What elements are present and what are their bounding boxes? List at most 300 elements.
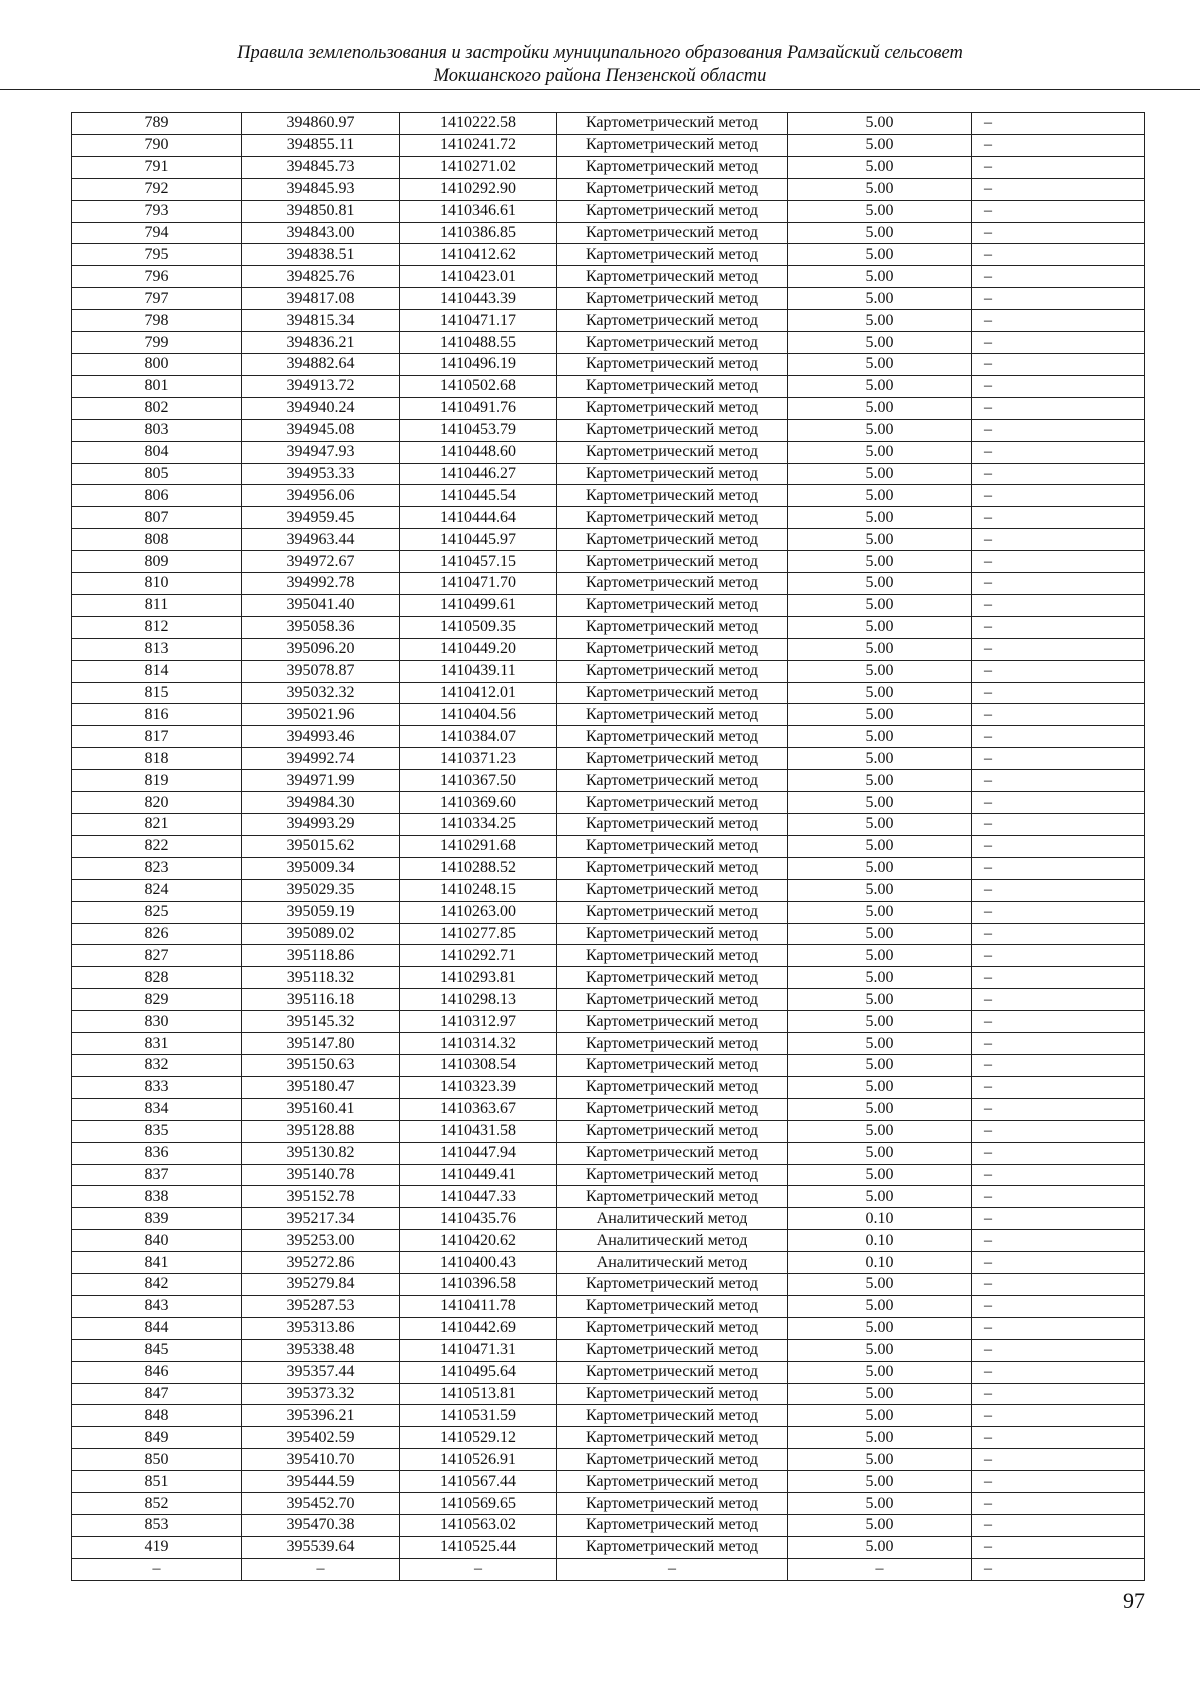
cell-accuracy: 5.00 <box>788 573 972 595</box>
cell-description: – <box>972 1186 1145 1208</box>
cell-x-coordinate: 395021.96 <box>242 704 400 726</box>
cell-point-number: 800 <box>72 353 242 375</box>
cell-point-number: 830 <box>72 1011 242 1033</box>
cell-method: Картометрический метод <box>557 134 788 156</box>
table-row <box>72 792 1145 814</box>
cell-description: – <box>972 222 1145 244</box>
cell-x-coordinate: 394993.29 <box>242 814 400 836</box>
cell-x-coordinate: 395160.41 <box>242 1098 400 1120</box>
cell-point-number: 829 <box>72 989 242 1011</box>
cell-x-coordinate: 395396.21 <box>242 1405 400 1427</box>
cell-x-coordinate: 394836.21 <box>242 332 400 354</box>
cell-method: Картометрический метод <box>557 419 788 441</box>
cell-accuracy: 5.00 <box>788 397 972 419</box>
cell-method: Картометрический метод <box>557 901 788 923</box>
cell-description: – <box>972 1033 1145 1055</box>
table-row <box>72 178 1145 200</box>
cell-y-coordinate: 1410531.59 <box>400 1405 557 1427</box>
cell-point-number: 795 <box>72 244 242 266</box>
cell-method: Картометрический метод <box>557 1471 788 1493</box>
cell-accuracy: 5.00 <box>788 1033 972 1055</box>
cell-accuracy: 5.00 <box>788 704 972 726</box>
cell-x-coordinate: 395116.18 <box>242 989 400 1011</box>
table-row <box>72 397 1145 419</box>
cell-description: – <box>972 485 1145 507</box>
cell-description: – <box>972 770 1145 792</box>
cell-description: – <box>972 134 1145 156</box>
cell-method: Картометрический метод <box>557 178 788 200</box>
cell-description: – <box>972 1383 1145 1405</box>
cell-accuracy: 0.10 <box>788 1252 972 1274</box>
cell-accuracy: 5.00 <box>788 332 972 354</box>
table-row <box>72 507 1145 529</box>
cell-y-coordinate: 1410384.07 <box>400 726 557 748</box>
cell-description: – <box>972 244 1145 266</box>
cell-x-coordinate: 394993.46 <box>242 726 400 748</box>
cell-accuracy: 5.00 <box>788 748 972 770</box>
cell-x-coordinate: 395128.88 <box>242 1120 400 1142</box>
cell-point-number: 419 <box>72 1536 242 1558</box>
cell-method: Картометрический метод <box>557 200 788 222</box>
cell-accuracy: 5.00 <box>788 879 972 901</box>
cell-y-coordinate: 1410292.90 <box>400 178 557 200</box>
cell-x-coordinate: 395180.47 <box>242 1076 400 1098</box>
cell-description: – <box>972 989 1145 1011</box>
cell-point-number: 849 <box>72 1427 242 1449</box>
cell-accuracy: 5.00 <box>788 923 972 945</box>
cell-x-coordinate: 395015.62 <box>242 835 400 857</box>
table-row <box>72 1230 1145 1252</box>
table-row <box>72 353 1145 375</box>
cell-accuracy: 5.00 <box>788 1427 972 1449</box>
cell-description: – <box>972 353 1145 375</box>
cell-point-number: 794 <box>72 222 242 244</box>
cell-description: – <box>972 200 1145 222</box>
cell-y-coordinate: 1410529.12 <box>400 1427 557 1449</box>
cell-method: Картометрический метод <box>557 704 788 726</box>
cell-description: – <box>972 901 1145 923</box>
cell-point-number: 833 <box>72 1076 242 1098</box>
cell-point-number: 810 <box>72 573 242 595</box>
cell-x-coordinate: 395402.59 <box>242 1427 400 1449</box>
cell-description: – <box>972 726 1145 748</box>
cell-y-coordinate: 1410412.01 <box>400 682 557 704</box>
cell-accuracy: 5.00 <box>788 113 972 135</box>
cell-point-number: 820 <box>72 792 242 814</box>
cell-description: – <box>972 1142 1145 1164</box>
cell-method: Картометрический метод <box>557 1536 788 1558</box>
cell-accuracy: 5.00 <box>788 178 972 200</box>
cell-accuracy: 5.00 <box>788 901 972 923</box>
cell-point-number: 850 <box>72 1449 242 1471</box>
cell-point-number: 799 <box>72 332 242 354</box>
cell-x-coordinate: 394972.67 <box>242 551 400 573</box>
cell-method: Картометрический метод <box>557 1186 788 1208</box>
cell-method: Картометрический метод <box>557 1383 788 1405</box>
cell-point-number: 841 <box>72 1252 242 1274</box>
table-row <box>72 288 1145 310</box>
cell-description: – <box>972 923 1145 945</box>
cell-description: – <box>972 945 1145 967</box>
cell-y-coordinate: 1410499.61 <box>400 594 557 616</box>
table-row <box>72 857 1145 879</box>
cell-description: – <box>972 419 1145 441</box>
table-row <box>72 1252 1145 1274</box>
cell-method: Картометрический метод <box>557 770 788 792</box>
coordinates-table <box>71 112 1145 1581</box>
table-row <box>72 967 1145 989</box>
document-header <box>0 42 1200 88</box>
cell-description: – <box>972 1208 1145 1230</box>
cell-method: Картометрический метод <box>557 1361 788 1383</box>
cell-y-coordinate: 1410488.55 <box>400 332 557 354</box>
cell-accuracy: 5.00 <box>788 1493 972 1515</box>
cell-description: – <box>972 1493 1145 1515</box>
cell-description: – <box>972 1120 1145 1142</box>
cell-description: – <box>972 1449 1145 1471</box>
cell-x-coordinate: 394843.00 <box>242 222 400 244</box>
cell-method: Картометрический метод <box>557 1317 788 1339</box>
cell-x-coordinate: 394860.97 <box>242 113 400 135</box>
cell-description: – <box>972 1274 1145 1296</box>
cell-accuracy: 5.00 <box>788 1011 972 1033</box>
table-row <box>72 1164 1145 1186</box>
cell-description: – <box>972 792 1145 814</box>
cell-x-coordinate: 395410.70 <box>242 1449 400 1471</box>
table-row <box>72 529 1145 551</box>
table-row <box>72 1011 1145 1033</box>
cell-x-coordinate: 394959.45 <box>242 507 400 529</box>
cell-point-number: 793 <box>72 200 242 222</box>
cell-description: – <box>972 573 1145 595</box>
cell-accuracy: 5.00 <box>788 288 972 310</box>
cell-method: Картометрический метод <box>557 726 788 748</box>
table-row <box>72 1120 1145 1142</box>
header-divider <box>0 89 1200 90</box>
cell-y-coordinate: 1410491.76 <box>400 397 557 419</box>
cell-accuracy: 5.00 <box>788 200 972 222</box>
cell-method: Картометрический метод <box>557 113 788 135</box>
cell-method: Картометрический метод <box>557 1295 788 1317</box>
cell-method: Картометрический метод <box>557 989 788 1011</box>
cell-description: – <box>972 375 1145 397</box>
cell-point-number: 808 <box>72 529 242 551</box>
table-row <box>72 1515 1145 1537</box>
cell-x-coordinate: 395217.34 <box>242 1208 400 1230</box>
cell-description: – <box>972 529 1145 551</box>
cell-description: – <box>972 616 1145 638</box>
cell-y-coordinate: 1410495.64 <box>400 1361 557 1383</box>
cell-y-coordinate: 1410312.97 <box>400 1011 557 1033</box>
cell-accuracy: 5.00 <box>788 814 972 836</box>
cell-x-coordinate: 395032.32 <box>242 682 400 704</box>
cell-point-number: 805 <box>72 463 242 485</box>
cell-y-coordinate: 1410446.27 <box>400 463 557 485</box>
cell-point-number: 790 <box>72 134 242 156</box>
cell-accuracy: 5.00 <box>788 1515 972 1537</box>
cell-method: Картометрический метод <box>557 485 788 507</box>
table-row <box>72 1054 1145 1076</box>
cell-method: Картометрический метод <box>557 1274 788 1296</box>
cell-point-number: 831 <box>72 1033 242 1055</box>
cell-description: – <box>972 1317 1145 1339</box>
cell-y-coordinate: 1410369.60 <box>400 792 557 814</box>
cell-method: Картометрический метод <box>557 1076 788 1098</box>
cell-point-number: 816 <box>72 704 242 726</box>
cell-method: Картометрический метод <box>557 1054 788 1076</box>
cell-point-number: 812 <box>72 616 242 638</box>
cell-point-number: 811 <box>72 594 242 616</box>
cell-point-number: 819 <box>72 770 242 792</box>
cell-x-coordinate: 394825.76 <box>242 266 400 288</box>
cell-y-coordinate: 1410298.13 <box>400 989 557 1011</box>
table-row <box>72 1186 1145 1208</box>
cell-method: Картометрический метод <box>557 638 788 660</box>
cell-x-coordinate: 394963.44 <box>242 529 400 551</box>
table-row <box>72 814 1145 836</box>
table-row <box>72 660 1145 682</box>
cell-method: Картометрический метод <box>557 814 788 836</box>
cell-y-coordinate: 1410420.62 <box>400 1230 557 1252</box>
cell-accuracy: 5.00 <box>788 134 972 156</box>
table-row <box>72 748 1145 770</box>
cell-y-coordinate: 1410346.61 <box>400 200 557 222</box>
cell-y-coordinate: 1410293.81 <box>400 967 557 989</box>
cell-x-coordinate: 394850.81 <box>242 200 400 222</box>
cell-method: Картометрический метод <box>557 1339 788 1361</box>
cell-method: Картометрический метод <box>557 332 788 354</box>
cell-x-coordinate: 395058.36 <box>242 616 400 638</box>
table-row <box>72 134 1145 156</box>
cell-accuracy: 5.00 <box>788 244 972 266</box>
cell-x-coordinate: 395279.84 <box>242 1274 400 1296</box>
table-row <box>72 156 1145 178</box>
cell-y-coordinate: 1410443.39 <box>400 288 557 310</box>
cell-x-coordinate: 394984.30 <box>242 792 400 814</box>
table-row <box>72 1274 1145 1296</box>
cell-y-coordinate: – <box>400 1558 557 1580</box>
cell-x-coordinate: 395118.32 <box>242 967 400 989</box>
cell-point-number: 802 <box>72 397 242 419</box>
cell-point-number: 821 <box>72 814 242 836</box>
cell-method: Картометрический метод <box>557 463 788 485</box>
cell-point-number: 826 <box>72 923 242 945</box>
table-row <box>72 266 1145 288</box>
cell-description: – <box>972 660 1145 682</box>
cell-accuracy: 5.00 <box>788 1295 972 1317</box>
cell-y-coordinate: 1410367.50 <box>400 770 557 792</box>
cell-accuracy: 5.00 <box>788 770 972 792</box>
cell-accuracy: 5.00 <box>788 507 972 529</box>
cell-description: – <box>972 397 1145 419</box>
cell-method: Картометрический метод <box>557 660 788 682</box>
cell-y-coordinate: 1410323.39 <box>400 1076 557 1098</box>
cell-y-coordinate: 1410292.71 <box>400 945 557 967</box>
cell-method: Картометрический метод <box>557 310 788 332</box>
cell-method: Картометрический метод <box>557 857 788 879</box>
cell-y-coordinate: 1410404.56 <box>400 704 557 726</box>
cell-x-coordinate: 394845.73 <box>242 156 400 178</box>
cell-point-number: – <box>72 1558 242 1580</box>
cell-accuracy: 5.00 <box>788 485 972 507</box>
cell-description: – <box>972 1011 1145 1033</box>
cell-x-coordinate: 395089.02 <box>242 923 400 945</box>
cell-method: Картометрический метод <box>557 1033 788 1055</box>
cell-x-coordinate: 395152.78 <box>242 1186 400 1208</box>
cell-point-number: 842 <box>72 1274 242 1296</box>
table-row <box>72 1076 1145 1098</box>
cell-point-number: 838 <box>72 1186 242 1208</box>
cell-accuracy: 5.00 <box>788 266 972 288</box>
cell-y-coordinate: 1410308.54 <box>400 1054 557 1076</box>
cell-description: – <box>972 178 1145 200</box>
cell-x-coordinate: 394882.64 <box>242 353 400 375</box>
cell-y-coordinate: 1410396.58 <box>400 1274 557 1296</box>
cell-accuracy: 5.00 <box>788 989 972 1011</box>
cell-accuracy: 5.00 <box>788 1274 972 1296</box>
table-row <box>72 901 1145 923</box>
cell-accuracy: 5.00 <box>788 1164 972 1186</box>
cell-y-coordinate: 1410502.68 <box>400 375 557 397</box>
cell-description: – <box>972 266 1145 288</box>
cell-point-number: 824 <box>72 879 242 901</box>
cell-accuracy: 5.00 <box>788 1076 972 1098</box>
cell-description: – <box>972 1054 1145 1076</box>
cell-accuracy: 5.00 <box>788 1383 972 1405</box>
cell-accuracy: 5.00 <box>788 375 972 397</box>
cell-method: Картометрический метод <box>557 616 788 638</box>
cell-y-coordinate: 1410447.33 <box>400 1186 557 1208</box>
cell-method: Картометрический метод <box>557 353 788 375</box>
cell-method: Картометрический метод <box>557 244 788 266</box>
cell-description: – <box>972 704 1145 726</box>
cell-method: Картометрический метод <box>557 1098 788 1120</box>
cell-description: – <box>972 1339 1145 1361</box>
cell-point-number: 845 <box>72 1339 242 1361</box>
cell-y-coordinate: 1410291.68 <box>400 835 557 857</box>
cell-y-coordinate: 1410263.00 <box>400 901 557 923</box>
cell-x-coordinate: 395373.32 <box>242 1383 400 1405</box>
cell-x-coordinate: 395029.35 <box>242 879 400 901</box>
cell-method: Картометрический метод <box>557 288 788 310</box>
cell-method: Картометрический метод <box>557 879 788 901</box>
cell-description: – <box>972 967 1145 989</box>
cell-y-coordinate: 1410277.85 <box>400 923 557 945</box>
cell-accuracy: 5.00 <box>788 1339 972 1361</box>
cell-description: – <box>972 1252 1145 1274</box>
cell-description: – <box>972 551 1145 573</box>
cell-accuracy: 5.00 <box>788 1405 972 1427</box>
cell-x-coordinate: 394817.08 <box>242 288 400 310</box>
cell-y-coordinate: 1410526.91 <box>400 1449 557 1471</box>
cell-y-coordinate: 1410445.97 <box>400 529 557 551</box>
cell-method: Аналитический метод <box>557 1252 788 1274</box>
cell-y-coordinate: 1410569.65 <box>400 1493 557 1515</box>
cell-y-coordinate: 1410288.52 <box>400 857 557 879</box>
cell-accuracy: 5.00 <box>788 1142 972 1164</box>
cell-point-number: 835 <box>72 1120 242 1142</box>
cell-y-coordinate: 1410400.43 <box>400 1252 557 1274</box>
cell-accuracy: 5.00 <box>788 353 972 375</box>
cell-description: – <box>972 441 1145 463</box>
cell-description: – <box>972 1230 1145 1252</box>
cell-accuracy: 5.00 <box>788 1449 972 1471</box>
cell-description: – <box>972 1076 1145 1098</box>
cell-accuracy: 0.10 <box>788 1230 972 1252</box>
table-row <box>72 704 1145 726</box>
page-number: 97 <box>1123 1588 1145 1613</box>
cell-accuracy: 0.10 <box>788 1208 972 1230</box>
cell-description: – <box>972 835 1145 857</box>
cell-x-coordinate: 394940.24 <box>242 397 400 419</box>
cell-accuracy: 5.00 <box>788 835 972 857</box>
cell-x-coordinate: 395096.20 <box>242 638 400 660</box>
cell-method: Аналитический метод <box>557 1230 788 1252</box>
cell-accuracy: 5.00 <box>788 726 972 748</box>
cell-method: Картометрический метод <box>557 1011 788 1033</box>
table-row <box>72 200 1145 222</box>
cell-description: – <box>972 507 1145 529</box>
cell-x-coordinate: 394956.06 <box>242 485 400 507</box>
cell-method: Картометрический метод <box>557 1493 788 1515</box>
cell-x-coordinate: 395338.48 <box>242 1339 400 1361</box>
cell-point-number: 846 <box>72 1361 242 1383</box>
cell-description: – <box>972 638 1145 660</box>
cell-method: Аналитический метод <box>557 1208 788 1230</box>
cell-y-coordinate: 1410386.85 <box>400 222 557 244</box>
table-row <box>72 244 1145 266</box>
table-row <box>72 1098 1145 1120</box>
cell-point-number: 789 <box>72 113 242 135</box>
cell-y-coordinate: 1410248.15 <box>400 879 557 901</box>
table-row <box>72 1558 1145 1580</box>
cell-accuracy: 5.00 <box>788 967 972 989</box>
cell-method: Картометрический метод <box>557 923 788 945</box>
table-row <box>72 419 1145 441</box>
table-row <box>72 1142 1145 1164</box>
cell-y-coordinate: 1410431.58 <box>400 1120 557 1142</box>
cell-x-coordinate: 395140.78 <box>242 1164 400 1186</box>
cell-accuracy: – <box>788 1558 972 1580</box>
cell-description: – <box>972 1295 1145 1317</box>
cell-method: Картометрический метод <box>557 397 788 419</box>
cell-accuracy: 5.00 <box>788 551 972 573</box>
cell-x-coordinate: 395313.86 <box>242 1317 400 1339</box>
table-row <box>72 1493 1145 1515</box>
cell-x-coordinate: 394947.93 <box>242 441 400 463</box>
cell-accuracy: 5.00 <box>788 792 972 814</box>
cell-x-coordinate: 394845.93 <box>242 178 400 200</box>
cell-x-coordinate: 395145.32 <box>242 1011 400 1033</box>
cell-method: Картометрический метод <box>557 156 788 178</box>
cell-x-coordinate: 395444.59 <box>242 1471 400 1493</box>
cell-x-coordinate: 394971.99 <box>242 770 400 792</box>
table-row <box>72 638 1145 660</box>
cell-x-coordinate: 394913.72 <box>242 375 400 397</box>
cell-method: Картометрический метод <box>557 1515 788 1537</box>
cell-x-coordinate: 395150.63 <box>242 1054 400 1076</box>
cell-point-number: 822 <box>72 835 242 857</box>
cell-point-number: 825 <box>72 901 242 923</box>
cell-method: Картометрический метод <box>557 573 788 595</box>
cell-point-number: 804 <box>72 441 242 463</box>
cell-y-coordinate: 1410363.67 <box>400 1098 557 1120</box>
cell-point-number: 815 <box>72 682 242 704</box>
table-row <box>72 1033 1145 1055</box>
cell-description: – <box>972 748 1145 770</box>
cell-point-number: 847 <box>72 1383 242 1405</box>
cell-y-coordinate: 1410439.11 <box>400 660 557 682</box>
